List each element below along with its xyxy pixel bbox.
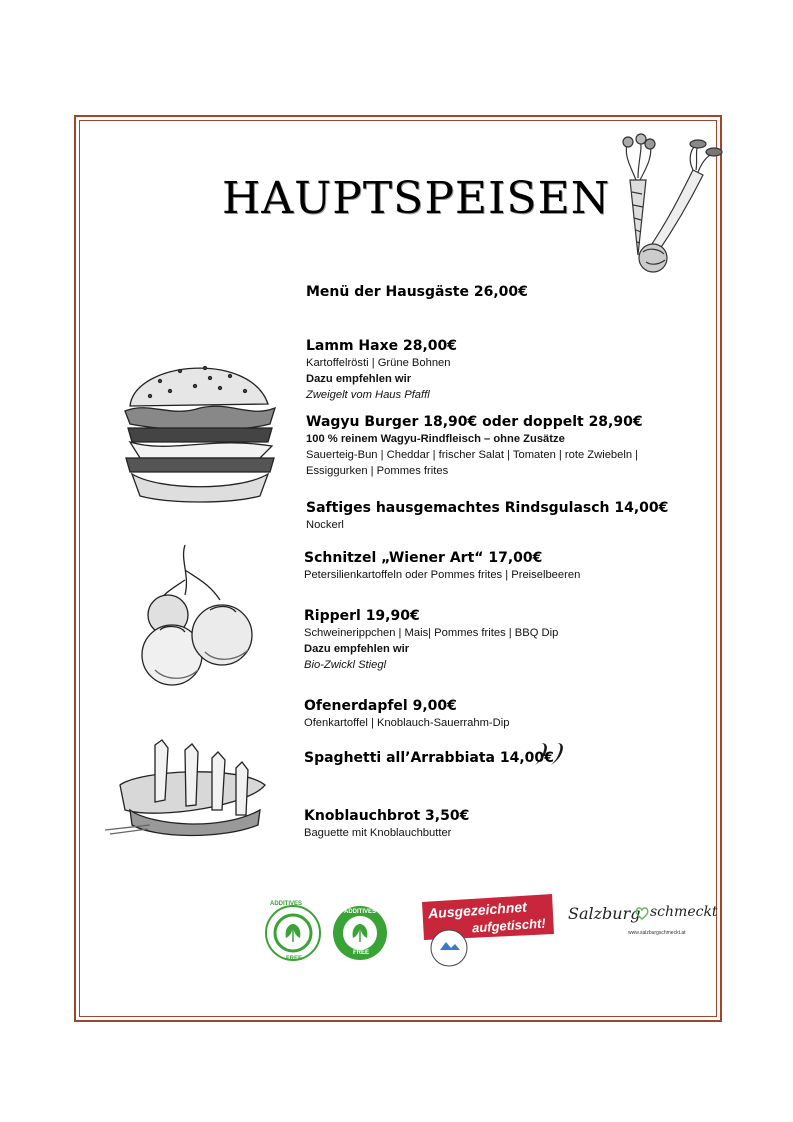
page-title: HAUPTSPEISEN — [222, 173, 611, 224]
menu-item-ofenerdapfel-desc: Ofenkartoffel | Knoblauch-Sauerrahm-Dip — [304, 717, 510, 729]
menu-item-lamm-recommend: Dazu empfehlen wir — [306, 373, 412, 385]
vegetables-illustration — [608, 130, 738, 280]
menu-item-knoblauchbrot-title: Knoblauchbrot 3,50€ — [304, 808, 470, 824]
menu-item-ripperl-desc: Schweinerippchen | Mais| Pommes frites | BBQ Dip — [304, 627, 559, 639]
salzburg-url: www.salzburgschmeckt.at — [628, 930, 686, 936]
menu-item-gulasch-desc: Nockerl — [306, 519, 344, 531]
additives-free-badge-filled — [329, 898, 391, 968]
menu-item-ofenerdapfel-title: Ofenerdapfel 9,00€ — [304, 698, 457, 714]
menu-item-spaghetti-title: Spaghetti all’Arrabbiata 14,00€ — [304, 750, 554, 766]
menu-item-burger-title: Wagyu Burger 18,90€ oder doppelt 28,90€ — [306, 414, 643, 430]
additives-bottom-label-2: FREE — [353, 950, 370, 956]
menu-item-ripperl-recommend: Dazu empfehlen wir — [304, 643, 410, 655]
menu-item-gulasch-title: Saftiges hausgemachtes Rindsgulasch 14,00€ — [306, 500, 669, 516]
additives-top-label: ADDITIVES — [270, 901, 303, 907]
menu-item-ripperl-beer: Bio-Zwickl Stiegl — [304, 659, 387, 671]
menu-item-knoblauchbrot-desc: Baguette mit Knoblauchbutter — [304, 827, 452, 839]
menu-item-burger-desc: Sauerteig-Bun | Cheddar | frischer Salat | Tomaten | rote Zwiebeln | — [306, 449, 639, 461]
menu-item-hausgaeste-title: Menü der Hausgäste 26,00€ — [306, 284, 528, 300]
menu-item-schnitzel-title: Schnitzel „Wiener Art“ 17,00€ — [304, 550, 543, 566]
heart-icon — [635, 906, 649, 920]
salzburg-schmeckt-logo — [568, 900, 718, 945]
ausgezeichnet-line-2: aufgetischt! — [471, 915, 547, 936]
schmeckt-word: schmeckt — [650, 904, 718, 920]
menu-item-lamm-wine: Zweigelt vom Haus Pfaffl — [306, 389, 430, 401]
ribs-illustration — [100, 730, 280, 850]
menu-item-ripperl-title: Ripperl 19,90€ — [304, 608, 420, 624]
additives-top-label-2: ADDITIVES — [344, 909, 377, 915]
ausgezeichnet-line-1: Ausgezeichnet — [427, 898, 528, 922]
tomatoes-illustration — [130, 540, 260, 690]
menu-item-schnitzel-desc: Petersilienkartoffeln oder Pommes frites | Preiselbeeren — [304, 569, 581, 581]
ausgezeichnet-aufgetischt-logo — [418, 892, 556, 970]
chili-icon — [532, 740, 568, 768]
menu-item-burger-sub: 100 % reinem Wagyu-Rindfleisch – ohne Zusätze — [306, 433, 565, 445]
burger-illustration — [110, 346, 290, 506]
additives-free-badge — [262, 898, 324, 968]
menu-item-lamm-desc: Kartoffelrösti | Grüne Bohnen — [306, 357, 451, 369]
salzburg-word: Salzburg — [568, 904, 641, 923]
additives-bottom-label: FREE — [286, 956, 303, 962]
menu-item-lamm-title: Lamm Haxe 28,00€ — [306, 338, 458, 354]
menu-item-burger-desc-2: Essiggurken | Pommes frites — [306, 465, 449, 477]
